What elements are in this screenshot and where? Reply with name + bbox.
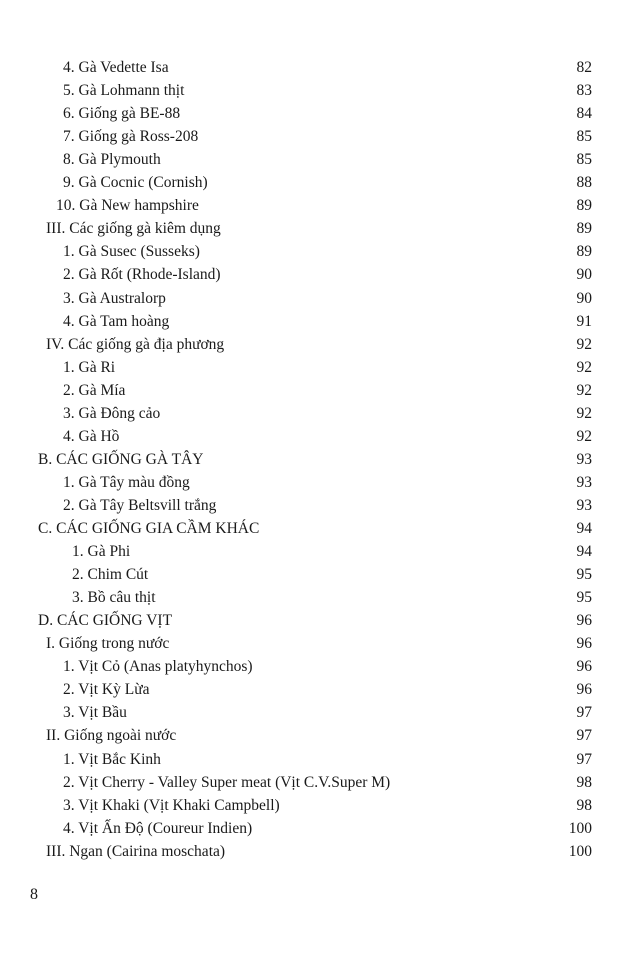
toc-entry-page: 83 [576, 82, 592, 100]
toc-entry-title: B. CÁC GIỐNG GÀ TÂY [38, 450, 204, 468]
toc-entry [0, 264, 638, 286]
toc-entry-page: 90 [576, 266, 592, 284]
toc-entry-page: 92 [576, 427, 592, 445]
toc-entry-page: 89 [576, 220, 592, 238]
toc-entry-page: 85 [576, 151, 592, 169]
toc-entry-page: 100 [568, 819, 592, 837]
toc-entry-title: 3. Vịt Khaki (Vịt Khaki Campbell) [63, 796, 280, 814]
toc-entry-title: 4. Vịt Ấn Độ (Coureur Indien) [63, 819, 253, 837]
toc-entry-title: I. Giống trong nước [46, 635, 170, 653]
toc-entry-page: 98 [576, 796, 592, 814]
toc-entry-title: 1. Gà Tây màu đồng [63, 473, 190, 491]
toc-entry [0, 656, 638, 678]
toc-entry-page: 95 [576, 566, 592, 584]
toc-entry-page: 92 [576, 335, 592, 353]
toc-entry [0, 57, 638, 79]
toc-entry-page: 85 [576, 128, 592, 146]
toc-entry [0, 449, 638, 471]
toc-entry-page: 97 [576, 750, 592, 768]
toc-entry-title: 1. Gà Susec (Susseks) [63, 243, 200, 261]
toc-entry-title: 4. Gà Hồ [63, 427, 120, 445]
toc-entry [0, 172, 638, 194]
toc-entry [0, 702, 638, 724]
toc-entry-title: 3. Gà Australorp [63, 289, 166, 307]
toc-entry [0, 725, 638, 747]
toc-entry-title: 4. Gà Vedette Isa [63, 59, 169, 76]
toc-entry-page: 95 [576, 589, 592, 607]
toc-entry [0, 126, 638, 148]
toc-entry-page: 97 [576, 727, 592, 745]
toc-entry-title: 2. Vịt Kỳ Lừa [63, 681, 150, 699]
toc-entry [0, 679, 638, 701]
toc-entry [0, 841, 638, 863]
toc-entry [0, 772, 638, 794]
toc-entry-page: 96 [576, 635, 592, 653]
toc-entry-title: C. CÁC GIỐNG GIA CẦM KHÁC [38, 520, 260, 537]
toc-entry-title: 1. Vịt Cỏ (Anas platyhynchos) [63, 658, 253, 676]
toc-entry [0, 633, 638, 655]
toc-entry-page: 100 [568, 842, 592, 860]
toc-entry [0, 80, 638, 102]
toc-entry [0, 403, 638, 425]
toc-entry-page: 92 [576, 404, 592, 422]
toc-entry-title: 3. Gà Đông cảo [63, 404, 161, 422]
toc-entry-title: III. Ngan (Cairina moschata) [46, 842, 226, 860]
toc-entry [0, 288, 638, 310]
toc-entry [0, 587, 638, 609]
toc-entry-title: 1. Vịt Bắc Kinh [63, 750, 161, 768]
toc-entry [0, 380, 638, 402]
toc-entry-title: 1. Gà Phi [72, 543, 131, 561]
toc-entry [0, 495, 638, 517]
toc-entry [0, 749, 638, 771]
toc-entry-title: II. Giống ngoài nước [46, 727, 177, 745]
toc-entry-title: 2. Gà Rốt (Rhode-Island) [63, 266, 221, 284]
toc-entry-title: 4. Gà Tam hoàng [63, 312, 170, 330]
toc-entry [0, 103, 638, 125]
toc-entry-page: 88 [576, 174, 592, 192]
toc-entry-page: 93 [576, 473, 592, 491]
toc-entry-title: IV. Các giống gà địa phương [46, 335, 225, 353]
toc-entry-page: 96 [576, 681, 592, 699]
toc-entry-page: 93 [576, 450, 592, 468]
toc-entry-page: 98 [576, 773, 592, 791]
toc-entry-page: 91 [576, 312, 592, 330]
toc-entry-title: III. Các giống gà kiêm dụng [46, 220, 221, 238]
toc-entry-page: 92 [576, 358, 592, 376]
toc-entry-page: 94 [576, 543, 592, 561]
toc-entry [0, 357, 638, 379]
toc-entry [0, 564, 638, 586]
toc-entry-page: 97 [576, 704, 592, 722]
toc-entry-title: 2. Chim Cút [72, 566, 149, 584]
toc-entry-title: 3. Vịt Bầu [63, 704, 127, 722]
toc-entry-title: 6. Giống gà BE-88 [63, 105, 181, 123]
toc-entry [0, 311, 638, 333]
toc-entry-title: 7. Giống gà Ross-208 [63, 128, 199, 146]
toc-entry-page: 84 [576, 105, 592, 123]
toc-entry-title: 10. Gà New hampshire [56, 197, 199, 215]
toc-entry [0, 541, 638, 563]
toc-entry-page: 82 [576, 59, 592, 76]
toc-entry-title: 9. Gà Cocnic (Cornish) [63, 174, 208, 192]
toc-entry-title: 5. Gà Lohmann thịt [63, 82, 185, 100]
toc-entry-page: 96 [576, 658, 592, 676]
toc-entry-page: 96 [576, 612, 592, 630]
toc-entry-title: 2. Gà Mía [63, 381, 126, 399]
toc-entry-page: 89 [576, 197, 592, 215]
toc-entry [0, 472, 638, 494]
toc-entry [0, 518, 638, 540]
toc-entry-page: 90 [576, 289, 592, 307]
toc-entry [0, 334, 638, 356]
toc-entry-title: D. CÁC GIỐNG VỊT [38, 612, 173, 630]
toc-entry-page: 94 [576, 520, 592, 537]
toc-entry-page: 92 [576, 381, 592, 399]
toc-entry [0, 149, 638, 171]
toc-entry [0, 818, 638, 840]
toc-entry [0, 610, 638, 632]
page-number: 8 [30, 886, 38, 903]
toc-entry-page: 89 [576, 243, 592, 261]
toc-entry-title: 8. Gà Plymouth [63, 151, 161, 169]
toc-entry-page: 93 [576, 496, 592, 514]
toc-entry-title: 2. Gà Tây Beltsvill trắng [63, 496, 217, 514]
toc-entry-title: 1. Gà Ri [63, 358, 116, 376]
toc-entry-title: 2. Vịt Cherry - Valley Super meat (Vịt C.V.Super M) [63, 773, 391, 791]
toc-entry [0, 795, 638, 817]
toc-entry [0, 426, 638, 448]
toc-entry-title: 3. Bồ câu thịt [72, 589, 156, 607]
toc-entry [0, 241, 638, 263]
toc-entry [0, 195, 638, 217]
toc-entry [0, 218, 638, 240]
